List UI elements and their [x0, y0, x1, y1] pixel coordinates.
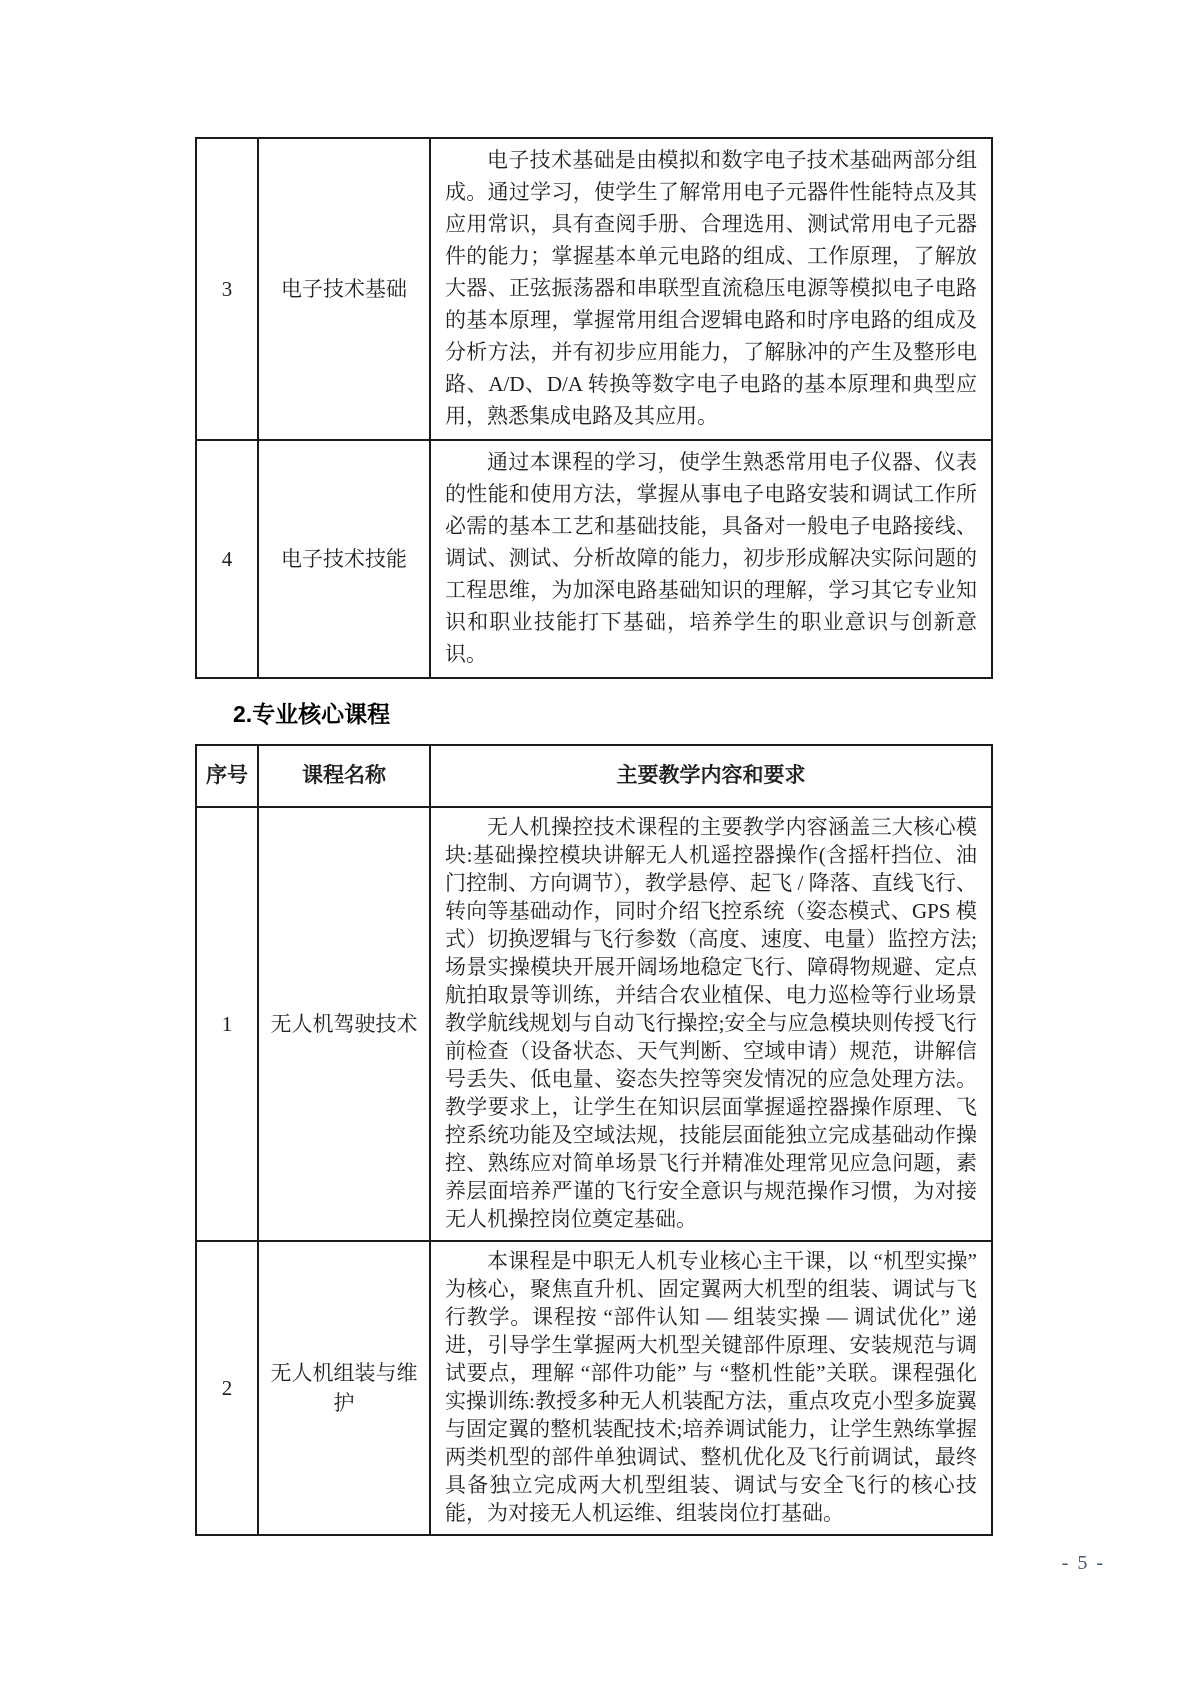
section-heading: 2.专业核心课程	[233, 701, 391, 727]
basic-courses-table-continued	[195, 137, 993, 679]
column-header-no: 序号	[196, 745, 258, 807]
row-number-cell: 3	[196, 138, 258, 440]
course-name-cell: 电子技术基础	[258, 138, 430, 440]
course-description: 电子技术基础是由模拟和数字电子技术基础两部分组成。通过学习，使学生了解常用电子元器件性能特点及其应用常识，具有查阅手册、合理选用、测试常用电子元器件的能力；掌握基本单元电路的组成、工作原理，了解放大器、正弦振荡器和串联型直流稳压电源等模拟电子电路的基本原理，掌握常用组合逻辑电路和时序电路的组成及分析方法，并有初步应用能力，了解脉冲的产生及整形电路、A/D、D/A 转换等数字电子电路的基本原理和典型应用，熟悉集成电路及其应用。	[445, 148, 977, 428]
table-header-row	[196, 745, 992, 807]
table-row	[196, 807, 992, 1241]
table-row	[196, 138, 992, 440]
table-row	[196, 1241, 992, 1535]
course-content-cell	[430, 440, 992, 678]
core-courses-table	[195, 744, 993, 1536]
course-description: 本课程是中职无人机专业核心主干课，以 “机型实操” 为核心，聚焦直升机、固定翼两大机型的组装、调试与飞行教学。课程按 “部件认知 — 组装实操 — 调试优化” 递进，引导学生掌握两大机型关键部件原理、安装规范与调试要点，理解 “部件功能” 与 “整机性能”关联。课程强化实操训练:教授多种无人机装配方法，重点攻克小型多旋翼与固定翼的整机装配技术;培养调试能力，让学生熟练掌握两类机型的部件单独调试、整机优化及飞行前调试，最终具备独立完成两大机型组装、调试与安全飞行的核心技能，为对接无人机运维、组装岗位打基础。	[445, 1249, 977, 1525]
course-content-cell	[430, 138, 992, 440]
column-header-content: 主要教学内容和要求	[430, 745, 992, 807]
table-row	[196, 440, 992, 678]
course-description: 无人机操控技术课程的主要教学内容涵盖三大核心模块:基础操控模块讲解无人机遥控器操作(含摇杆挡位、油门控制、方向调节），教学悬停、起飞 / 降落、直线飞行、转向等基础动作，同时介绍飞控系统（姿态模式、GPS 模式）切换逻辑与飞行参数（高度、速度、电量）监控方法;场景实操模块开展开阔场地稳定飞行、障碍物规避、定点航拍取景等训练，并结合农业植保、电力巡检等行业场景教学航线规划与自动飞行操控;安全与应急模块则传授飞行前检查（设备状态、天气判断、空域申请）规范，讲解信号丢失、低电量、姿态失控等突发情况的应急处理方法。教学要求上，让学生在知识层面掌握遥控器操作原理、飞控系统功能及空域法规，技能层面能独立完成基础动作操控、熟练应对简单场景飞行并精准处理常见应急问题，素养层面培养严谨的飞行安全意识与规范操作习惯，为对接无人机操控岗位奠定基础。	[445, 815, 977, 1231]
row-number-cell: 4	[196, 440, 258, 678]
course-name-cell: 无人机驾驶技术	[258, 807, 430, 1241]
course-description: 通过本课程的学习，使学生熟悉常用电子仪器、仪表的性能和使用方法，掌握从事电子电路安装和调试工作所必需的基本工艺和基础技能，具备对一般电子电路接线、调试、测试、分析故障的能力，初步形成解决实际问题的工程思维，为加深电路基础知识的理解，学习其它专业知识和职业技能打下基础，培养学生的职业意识与创新意识。	[445, 450, 977, 666]
course-name-cell: 电子技术技能	[258, 440, 430, 678]
course-name-cell: 无人机组装与维护	[258, 1241, 430, 1535]
column-header-course: 课程名称	[258, 745, 430, 807]
page-number: - 5 -	[1061, 1552, 1105, 1574]
course-content-cell	[430, 1241, 992, 1535]
course-content-cell	[430, 807, 992, 1241]
row-number-cell: 1	[196, 807, 258, 1241]
row-number-cell: 2	[196, 1241, 258, 1535]
